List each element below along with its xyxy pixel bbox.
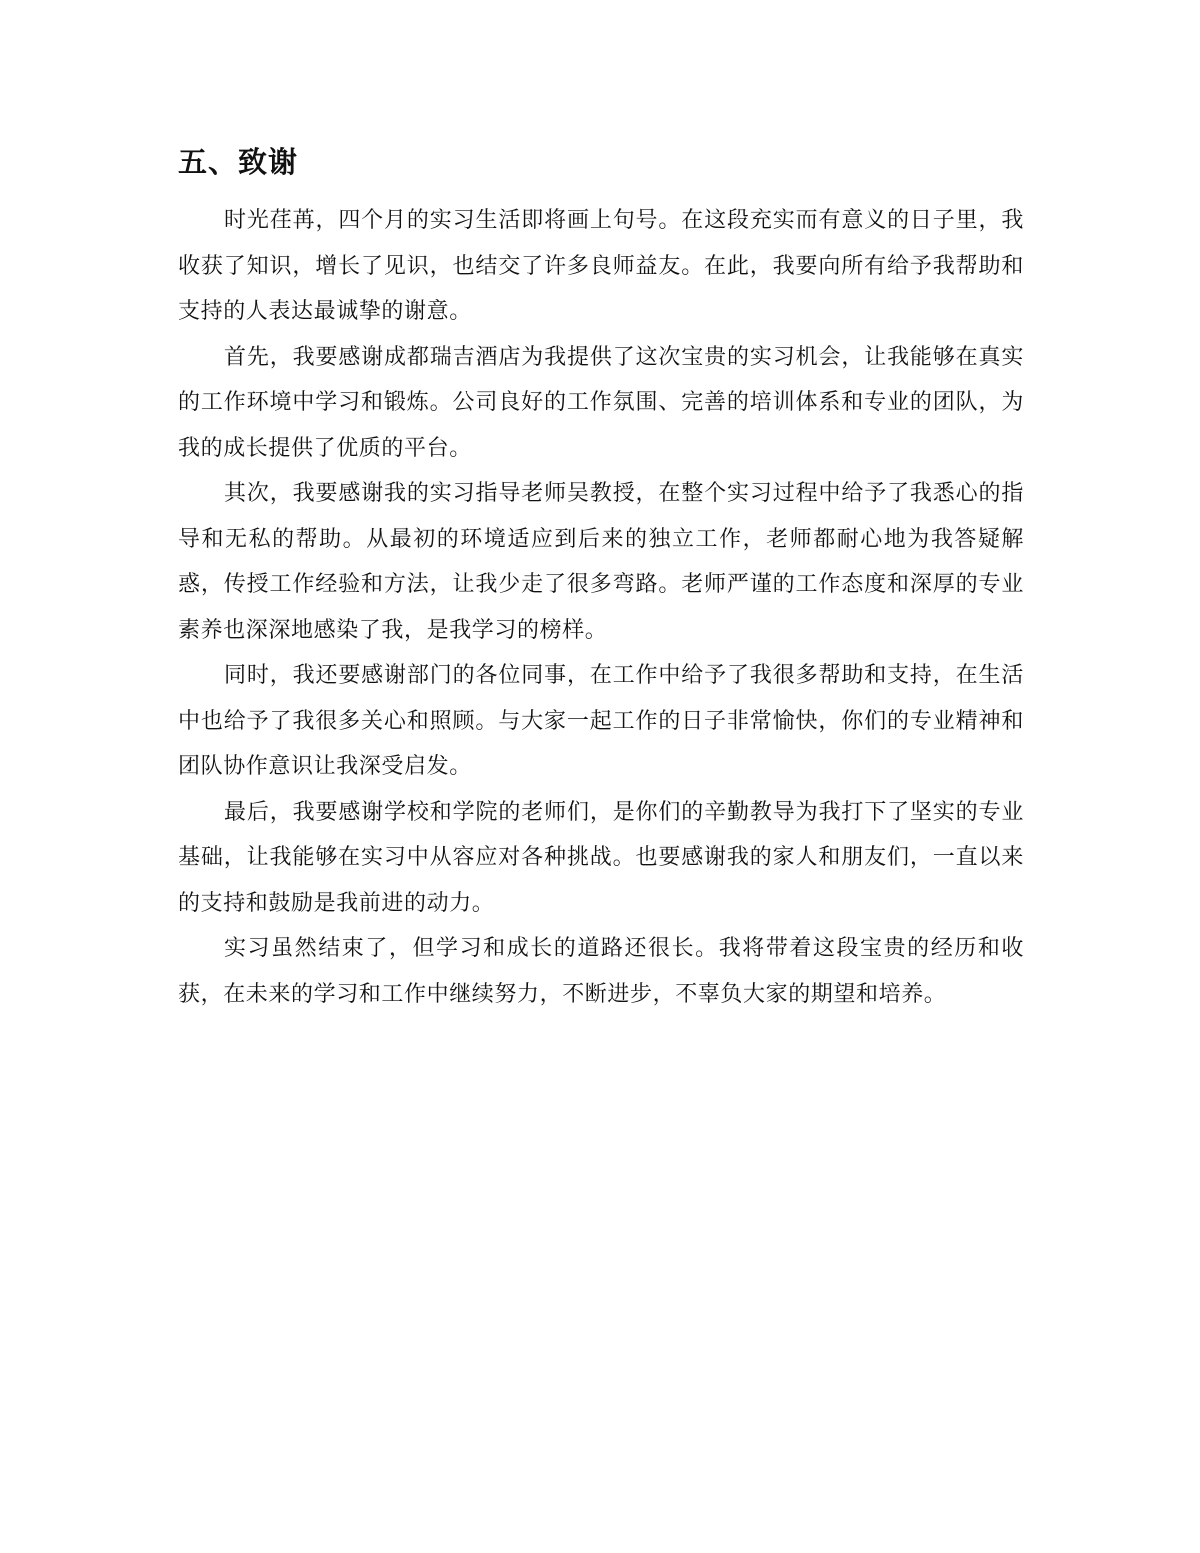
paragraph-intro: 时光荏苒，四个月的实习生活即将画上句号。在这段充实而有意义的日子里，我收获了知识，增长了见识，也结交了许多良师益友。在此，我要向所有给予我帮助和支持的人表达最诚挚的谢意。 [178,208,1024,324]
document-body [178,198,1024,1017]
paragraph-closing: 实习虽然结束了，但学习和成长的道路还很长。我将带着这段宝贵的经历和收获，在未来的学习和工作中继续努力，不断进步，不辜负大家的期望和培养。 [178,936,1024,1007]
paragraph-thanks-school-family: 最后，我要感谢学校和学院的老师们，是你们的辛勤教导为我打下了坚实的专业基础，让我能够在实习中从容应对各种挑战。也要感谢我的家人和朋友们，一直以来的支持和鼓励是我前进的动力。 [178,799,1024,916]
paragraph-thanks-colleagues: 同时，我还要感谢部门的各位同事，在工作中给予了我很多帮助和支持，在生活中也给予了我很多关心和照顾。与大家一起工作的日子非常愉快，你们的专业精神和团队协作意识让我深受启发。 [178,663,1024,779]
paragraph-thanks-advisor: 其次，我要感谢我的实习指导老师吴教授，在整个实习过程中给予了我悉心的指导和无私的帮助。从最初的环境适应到后来的独立工作，老师都耐心地为我答疑解惑，传授工作经验和方法，让我少走了很多弯路。老师严谨的工作态度和深厚的专业素养也深深地感染了我，是我学习的榜样。 [178,481,1024,643]
section-heading: 五、致谢 [178,145,299,179]
paragraph-thanks-hotel: 首先，我要感谢成都瑞吉酒店为我提供了这次宝贵的实习机会，让我能够在真实的工作环境中学习和锻炼。公司良好的工作氛围、完善的培训体系和专业的团队，为我的成长提供了优质的平台。 [178,344,1024,461]
